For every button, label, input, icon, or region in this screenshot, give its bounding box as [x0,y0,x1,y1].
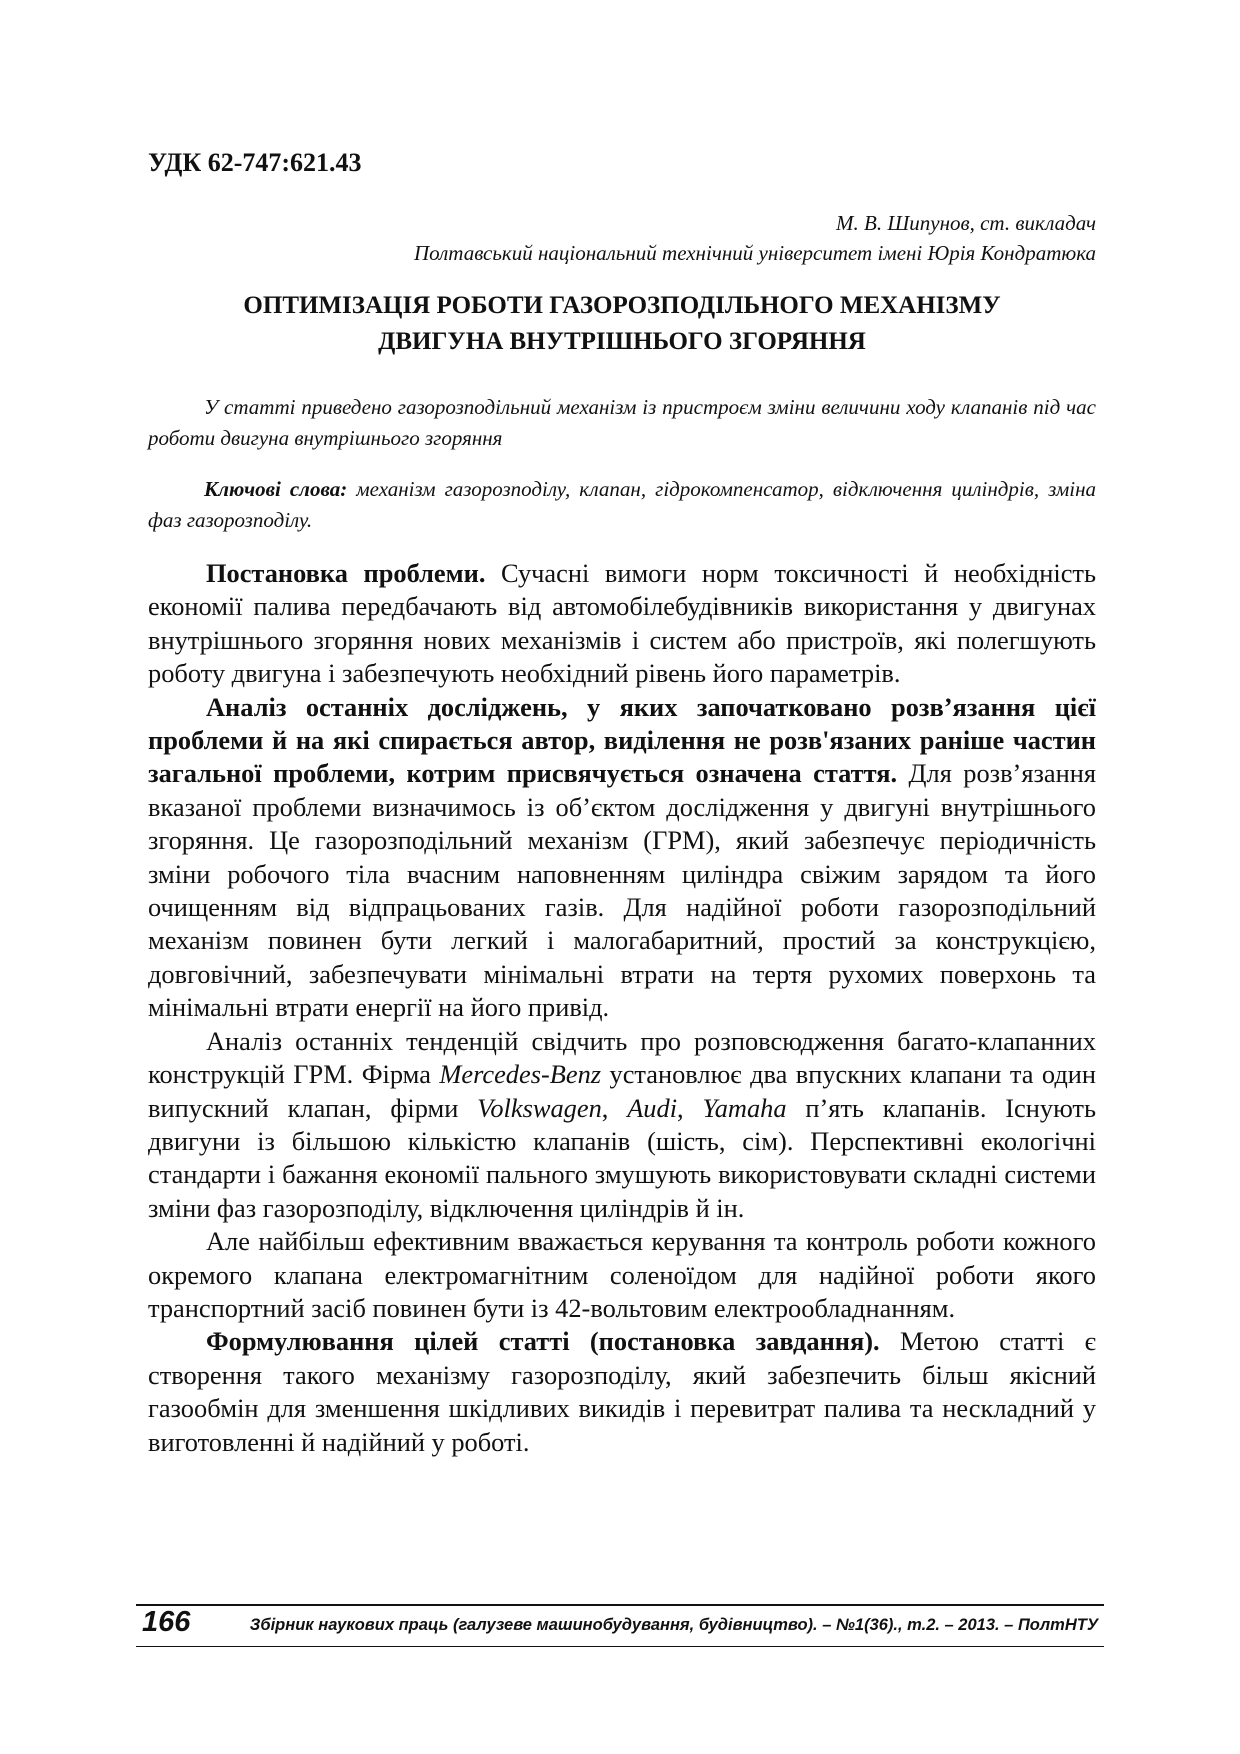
brand-name: Yamaha [702,1092,787,1123]
journal-citation: Збірник наукових праць (галузеве машинобудування, будівництво). – №1(36)., т.2. – 2013. – ПолтНТУ [249,1616,1098,1634]
brand-name: Volkswagen [477,1092,602,1123]
paragraph-goals [148,1325,1096,1459]
paragraph-text: Аналіз останніх тенденцій свідчить про розповсюдження багато-клапанних конструкцій ГРМ. Фірма [148,1025,1096,1090]
author-block [196,208,1096,268]
brand-name: Mercedes-Benz [439,1059,602,1090]
paragraph-text: п’ять клапанів. Існують двигуни із більшою кількістю клапанів (шість, сім). Перспективні екологічні стандарти і бажання економії пального змушують використовувати складні системи зміни фаз газорозподілу, відключення циліндрів й ін. [148,1092,1097,1223]
paragraph-trends [148,1025,1096,1225]
article-title [148,288,1096,360]
paragraph-analysis [148,691,1096,1025]
paragraph-problem [148,557,1096,691]
paragraph-control [148,1225,1096,1325]
separator: , [601,1092,628,1123]
title-line-2: ДВИГУНА ВНУТРІШНЬОГО ЗГОРЯННЯ [378,328,866,355]
author-name: М. В. Шипунов, ст. викладач [836,211,1096,235]
page-number: 166 [142,1606,191,1638]
heading-analysis: Аналіз останніх досліджень, у яких започатковано розв’язання цієї проблеми й на які спирається автор, виділення не розв'язаних раніше частин загальної проблеми, котрим присвячується означена стаття. [148,691,1096,789]
paragraph-text: установлює два впускних клапани та один випускний клапан, фірми [148,1059,1096,1123]
paragraph-text: Метою статті є створення такого механізму газорозподілу, який забезпечить більш якісний газообмін для зменшення шкідливих викидів і перевитрат палива та нескладний у виготовленні й надійний у роботі. [148,1326,1096,1457]
heading-goals: Формулювання цілей статті (постановка завдання). [206,1326,880,1357]
footer-rule-bottom [136,1646,1104,1647]
paragraph-text: Сучасні вимоги норм токсичності й необхідність економії палива передбачають від автомобілебудівників використання у двигунах внутрішнього згоряння нових механізмів і систем або пристроїв, які полегшують роботу двигуна і забезпечують необхідний рівень його параметрів. [148,558,1096,689]
paragraph-text: Для розв’язання вказаної проблеми визначимось із об’єктом дослідження у двигуні внутрішнього згоряння. Це газорозподільний механізм (ГРМ), який забезпечує періодичність зміни робочого тіла вчасним наповненням циліндра свіжим зарядом та його очищенням від відпрацьованих газів. Для надійної роботи газорозподільний механізм повинен бути легкий і малогабаритний, простий за конструкцією, довговічний, забезпечувати мінімальні втрати на тертя рухомих поверхонь та мінімальні втрати енергії на його привід. [148,758,1097,1023]
footer-rule-top [136,1604,1104,1606]
abstract: У статті приведено газорозподільний механізм із пристроєм зміни величини ходу клапанів під час роботи двигуна внутрішнього згоряння [148,395,1096,450]
heading-problem: Постановка проблеми. [206,558,486,588]
article-body [148,557,1096,1459]
separator: , [677,1092,703,1123]
brand-name: Audi [627,1092,678,1123]
udc-code: УДК 62-747:621.43 [148,148,362,177]
paragraph-text: Але найбільш ефективним вважається керування та контроль роботи кожного окремого клапана електромагнітним соленоїдом для надійної роботи якого транспортний засіб повинен бути із 42-вольтовим електрообладнанням. [148,1226,1096,1323]
keywords-label: Ключові слова: [204,477,348,501]
author-affiliation: Полтавський національний технічний університет імені Юрія Кондратюка [413,241,1096,265]
keywords [148,474,1096,536]
title-line-1: ОПТИМІЗАЦІЯ РОБОТИ ГАЗОРОЗПОДІЛЬНОГО МЕХАНІЗМУ [243,292,1001,319]
keywords-text: механізм газорозподілу, клапан, гідрокомпенсатор, відключення циліндрів, зміна фаз газорозподілу. [148,477,1096,532]
